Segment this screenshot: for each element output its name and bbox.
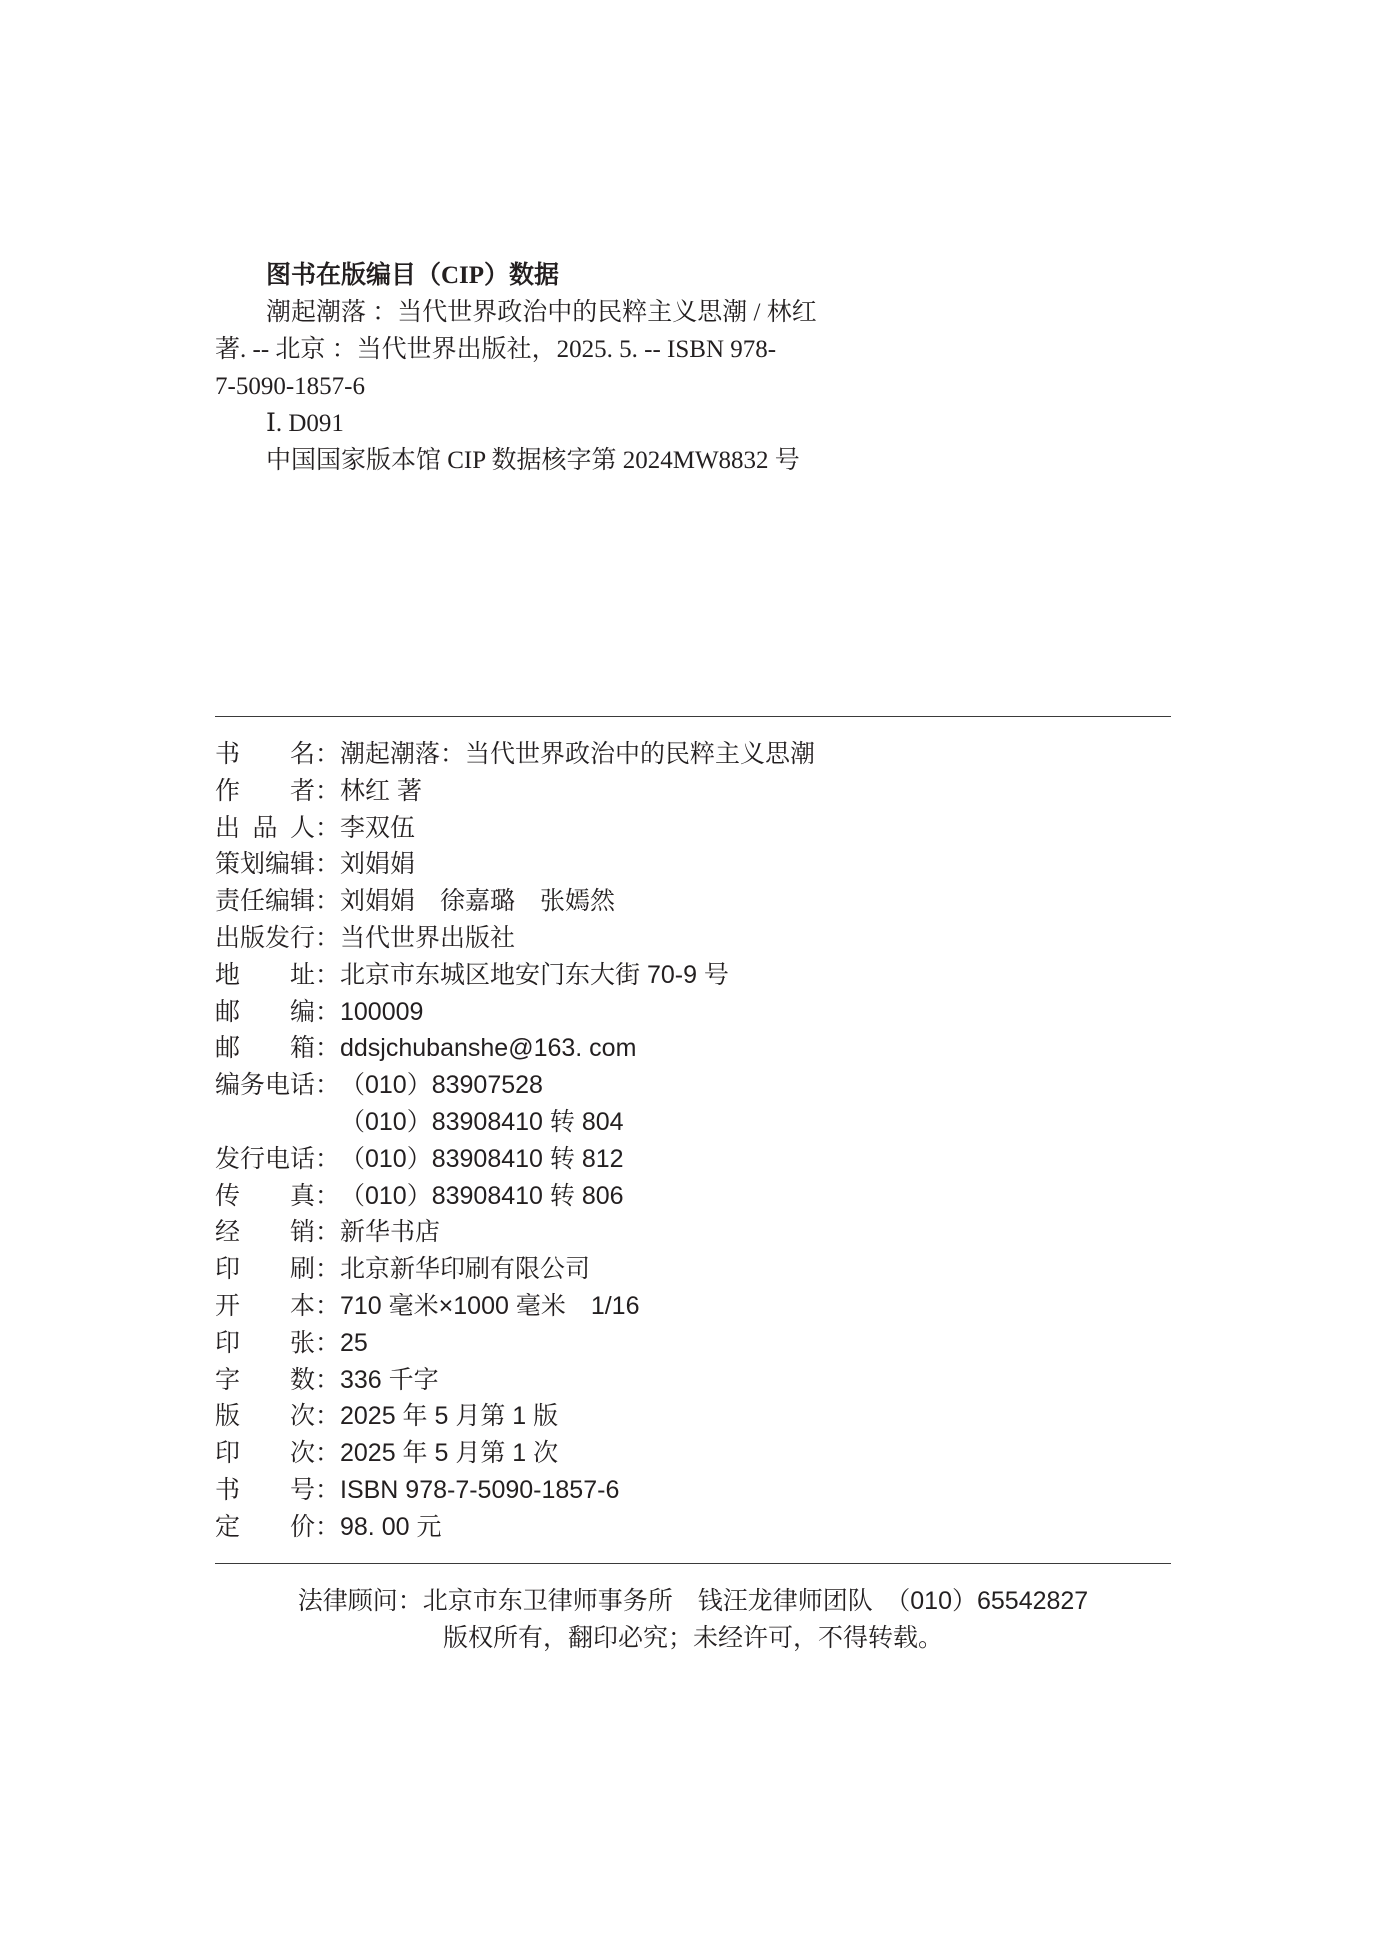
detail-label-char: 价 [289, 1512, 315, 1541]
detail-label [215, 1398, 315, 1435]
detail-separator: ： [315, 1402, 341, 1431]
detail-label [215, 1509, 315, 1546]
detail-label-char: 邮 [215, 997, 241, 1026]
detail-label [215, 1178, 315, 1215]
detail-row [215, 1141, 815, 1178]
cip-classification: Ⅰ. D091 [266, 410, 344, 437]
detail-row [215, 1472, 815, 1509]
detail-row [215, 1288, 815, 1325]
detail-label-char: 作 [215, 776, 241, 805]
detail-label [215, 1288, 315, 1325]
detail-label-char: 版 [215, 1402, 241, 1431]
detail-row [215, 1030, 815, 1067]
detail-label [215, 1214, 315, 1251]
detail-row [215, 920, 815, 957]
cip-record-line: 著. -- 北京 ：当代世界出版社，2025. 5. -- ISBN 978- [215, 336, 777, 363]
detail-label-char: 箱 [289, 1034, 315, 1063]
detail-separator: ： [315, 1181, 341, 1210]
detail-row [215, 810, 815, 847]
detail-label [215, 957, 315, 994]
detail-value: 2025 年 5 月第 1 次 [340, 1439, 559, 1468]
detail-label-char: 话 [290, 1144, 316, 1173]
detail-separator: ： [315, 1439, 341, 1468]
detail-label-char: 经 [215, 1218, 241, 1247]
detail-label-char: 传 [215, 1181, 241, 1210]
detail-label-char: 出 [215, 923, 241, 952]
detail-row [215, 773, 815, 810]
detail-label-char: 名 [289, 740, 315, 768]
detail-label-char: 次 [289, 1402, 315, 1431]
top-rule [215, 716, 1171, 717]
detail-label-char: 话 [290, 1071, 316, 1100]
detail-label-char: 数 [289, 1365, 315, 1394]
detail-label-char: 行 [240, 1144, 266, 1173]
detail-row [215, 1509, 815, 1546]
detail-value: 新华书店 [340, 1218, 441, 1247]
detail-label [215, 1141, 315, 1178]
detail-label [215, 1325, 315, 1362]
detail-label-char: 地 [215, 960, 241, 989]
legal-footer [0, 1583, 1386, 1657]
detail-row [215, 1251, 815, 1288]
detail-value: 2025 年 5 月第 1 版 [340, 1402, 559, 1431]
cip-block [215, 257, 817, 479]
detail-label-char: 发 [265, 923, 291, 952]
cip-record-line: 7-5090-1857-6 [215, 373, 365, 400]
detail-label-char: 开 [215, 1291, 241, 1320]
detail-label-char: 字 [215, 1365, 241, 1394]
detail-value: （010）83908410 转 804 [340, 1107, 624, 1136]
detail-label-char: 真 [289, 1181, 315, 1210]
detail-separator: ： [315, 1328, 341, 1357]
detail-separator: ： [315, 1218, 341, 1247]
detail-label [215, 994, 315, 1031]
detail-label [215, 1030, 315, 1067]
detail-label-char: 号 [289, 1475, 315, 1504]
detail-label [215, 1472, 315, 1509]
detail-label-char: 电 [265, 1144, 291, 1173]
detail-label [215, 846, 315, 883]
detail-label [215, 1251, 315, 1288]
detail-separator: ： [315, 740, 341, 768]
detail-value: 李双伍 [340, 813, 416, 842]
bottom-rule [215, 1563, 1171, 1564]
detail-label-char: 务 [240, 1071, 266, 1100]
cip-record-line: 潮起潮落 ：当代世界政治中的民粹主义思潮 / 林红 [266, 299, 817, 326]
detail-value: （010）83908410 转 812 [340, 1144, 624, 1173]
detail-row [215, 1398, 815, 1435]
detail-separator: ： [315, 887, 341, 916]
detail-value: （010）83907528 [340, 1071, 543, 1100]
detail-label-char: 品 [252, 813, 278, 842]
detail-value: 当代世界出版社 [340, 923, 516, 952]
detail-label-char: 书 [215, 740, 241, 768]
detail-label [215, 1435, 315, 1472]
detail-separator: ： [315, 1365, 341, 1394]
detail-separator: ： [315, 1034, 341, 1063]
detail-label [215, 810, 315, 847]
detail-label [215, 1067, 315, 1104]
detail-label-char: 张 [289, 1328, 315, 1357]
detail-label-char: 出 [215, 813, 241, 842]
detail-label [215, 883, 315, 920]
detail-separator: ： [315, 776, 341, 805]
detail-row [215, 957, 815, 994]
detail-label-char: 编 [215, 1071, 241, 1100]
detail-row [215, 1214, 815, 1251]
detail-value: 100009 [340, 997, 424, 1026]
detail-value: 潮起潮落：当代世界政治中的民粹主义思潮 [340, 740, 816, 768]
detail-row [215, 1104, 815, 1141]
detail-value: （010）83908410 转 806 [340, 1181, 624, 1210]
detail-label-char: 次 [289, 1439, 315, 1468]
detail-value: 林红 著 [340, 776, 422, 805]
detail-row [215, 994, 815, 1031]
detail-label-char: 版 [240, 923, 266, 952]
detail-value: 25 [340, 1328, 368, 1357]
detail-separator: ： [315, 923, 341, 952]
detail-label [215, 1362, 315, 1399]
detail-label-char: 刷 [289, 1255, 315, 1284]
copyright-notice: 版权所有，翻印必究；未经许可，不得转载。 [442, 1623, 943, 1652]
detail-row [215, 1435, 815, 1472]
detail-label [215, 1104, 315, 1141]
detail-label [215, 920, 315, 957]
detail-value: 710 毫米×1000 毫米 1/16 [340, 1291, 640, 1320]
detail-label-char: 印 [215, 1255, 241, 1284]
detail-label-char: 策 [215, 850, 241, 879]
detail-row [215, 883, 815, 920]
detail-row [215, 1067, 815, 1104]
detail-label-char: 销 [289, 1218, 315, 1247]
detail-separator: ： [315, 813, 341, 842]
detail-label-char: 辑 [290, 850, 316, 879]
detail-separator: ： [315, 997, 341, 1026]
cip-title: 图书在版编目（CIP）数据 [266, 262, 560, 289]
detail-label-char: 址 [289, 960, 315, 989]
detail-row [215, 1178, 815, 1215]
detail-label-char: 任 [240, 887, 266, 916]
detail-separator [315, 1104, 340, 1141]
detail-label-char: 辑 [290, 887, 316, 916]
detail-label-char: 定 [215, 1512, 241, 1541]
publication-details [215, 736, 815, 1546]
detail-label-char: 电 [265, 1071, 291, 1100]
detail-label-char: 者 [289, 776, 315, 805]
detail-label-char: 人 [289, 813, 315, 842]
detail-row [215, 736, 815, 773]
detail-label-char: 编 [289, 997, 315, 1026]
detail-separator: ： [315, 1291, 341, 1320]
detail-separator: ： [315, 1071, 341, 1100]
detail-separator: ： [315, 960, 341, 989]
detail-label-char: 本 [289, 1291, 315, 1320]
detail-label-char: 划 [240, 850, 266, 879]
detail-value: 刘娟娟 [340, 850, 416, 879]
detail-label-char: 编 [265, 887, 291, 916]
legal-counsel-line: 法律顾问：北京市东卫律师事务所 钱汪龙律师团队 （010）65542827 [297, 1587, 1089, 1615]
detail-separator: ： [315, 1512, 341, 1541]
detail-row [215, 1362, 815, 1399]
detail-label-char: 邮 [215, 1034, 241, 1063]
detail-label-char: 编 [265, 850, 291, 879]
detail-label-char: 印 [215, 1439, 241, 1468]
detail-separator: ： [315, 1475, 341, 1504]
cip-verification: 中国国家版本馆 CIP 数据核字第 2024MW8832 号 [266, 447, 800, 474]
detail-value: 98. 00 元 [340, 1512, 442, 1541]
detail-label-char: 行 [290, 923, 316, 952]
detail-value: 刘娟娟 徐嘉璐 张嫣然 [340, 887, 616, 916]
detail-separator: ： [315, 1255, 341, 1284]
detail-separator: ： [315, 850, 341, 879]
detail-label-char: 发 [215, 1144, 241, 1173]
detail-label-char: 印 [215, 1328, 241, 1357]
detail-label-char: 书 [215, 1475, 241, 1504]
detail-label [215, 773, 315, 810]
detail-label [215, 736, 315, 773]
detail-value: 336 千字 [340, 1365, 439, 1394]
detail-row [215, 846, 815, 883]
detail-value: ISBN 978-7-5090-1857-6 [340, 1475, 620, 1504]
detail-row [215, 1325, 815, 1362]
detail-value: ddsjchubanshe@163. com [340, 1034, 637, 1063]
detail-separator: ： [315, 1144, 341, 1173]
detail-value: 北京新华印刷有限公司 [340, 1255, 591, 1284]
detail-label-char: 责 [215, 887, 241, 916]
detail-value: 北京市东城区地安门东大街 70-9 号 [340, 960, 729, 989]
